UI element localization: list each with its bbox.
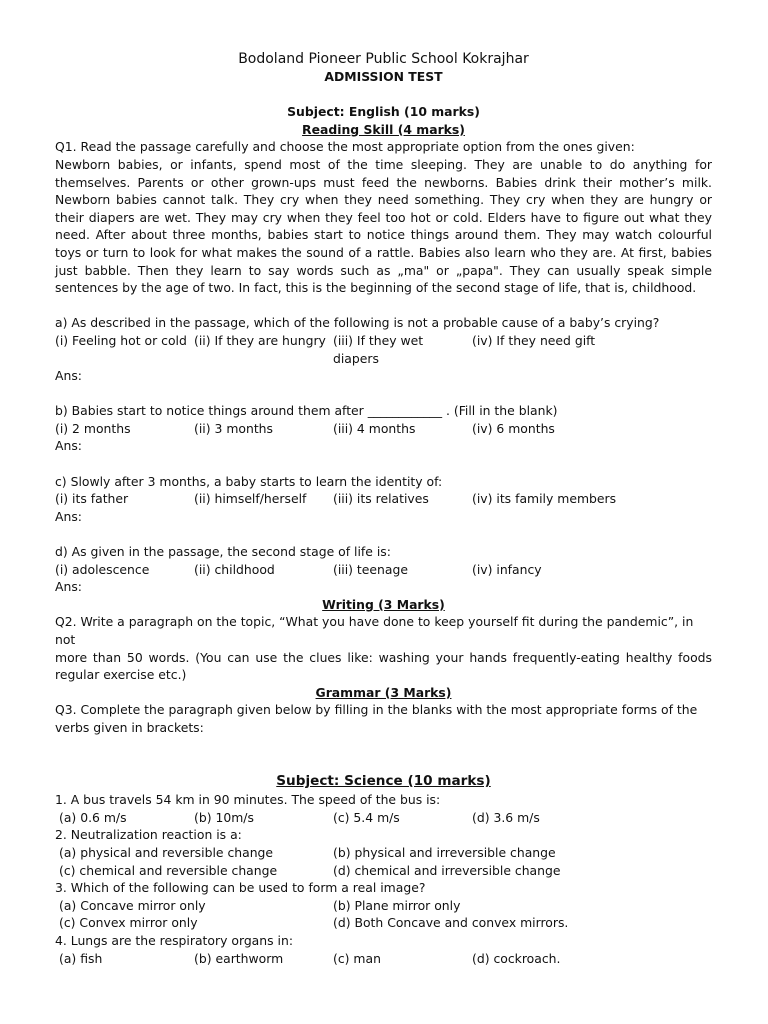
question-c: c) Slowly after 3 months, a baby starts to learn the identity of:: [55, 473, 443, 489]
question-a-options: [55, 332, 712, 367]
science-subject-heading: Subject: Science (10 marks): [276, 773, 491, 790]
option: (iii) If they wet diapers: [333, 332, 424, 366]
option: (i) adolescence: [55, 561, 150, 577]
science-q4-options: [55, 950, 712, 968]
science-q1-options: [55, 809, 712, 827]
question-d-options: [55, 561, 712, 579]
option: (a) fish: [59, 950, 103, 966]
science-q3-options-row-2: [55, 914, 712, 932]
question-b: b) Babies start to notice things around them after ____________ . (Fill in the blank): [55, 403, 558, 419]
option: (c) chemical and reversible change: [59, 862, 278, 878]
option: (a) Concave mirror only: [59, 897, 206, 913]
q3-line-1: Q3. Complete the paragraph given below by filling in the blanks with the most appropriate forms of the: [55, 702, 698, 718]
option: (b) earthworm: [194, 950, 284, 966]
option: (ii) himself/herself: [194, 491, 307, 507]
school-name: Bodoland Pioneer Public School Kokrajhar: [238, 51, 529, 67]
option: (iv) its family members: [472, 491, 617, 507]
science-q4: 4. Lungs are the respiratory organs in:: [55, 932, 293, 948]
option: (i) 2 months: [55, 420, 131, 436]
science-q1: 1. A bus travels 54 km in 90 minutes. The speed of the bus is:: [55, 792, 441, 808]
option: (c) 5.4 m/s: [333, 809, 400, 825]
science-q2-options-row-1: [55, 844, 712, 862]
option: (c) Convex mirror only: [59, 915, 198, 931]
science-q2: 2. Neutralization reaction is a:: [55, 827, 242, 843]
answer-label: Ans:: [55, 579, 82, 595]
option: (c) man: [333, 950, 381, 966]
option: (d) cockroach.: [472, 950, 561, 966]
option: (iv) If they need gift: [472, 332, 596, 348]
option: (d) chemical and irreversible change: [333, 862, 561, 878]
option: (i) its father: [55, 491, 129, 507]
question-a: a) As described in the passage, which of the following is not a probable cause of a baby’s crying?: [55, 315, 660, 331]
option: (iii) teenage: [333, 561, 408, 577]
option: (a) physical and reversible change: [59, 844, 274, 860]
option: (iv) infancy: [472, 561, 542, 577]
option: (ii) 3 months: [194, 420, 273, 436]
question-b-options: [55, 420, 712, 438]
test-title: ADMISSION TEST: [324, 69, 443, 84]
option: (b) 10m/s: [194, 809, 254, 825]
option: (iv) 6 months: [472, 420, 555, 436]
option: (i) Feeling hot or cold: [55, 332, 187, 348]
q2-line-1: Q2. Write a paragraph on the topic, “What you have done to keep yourself fit during the pandemic”, in not: [55, 614, 694, 647]
science-q2-options-row-2: [55, 862, 712, 880]
science-q3-options-row-1: [55, 897, 712, 915]
option: (ii) If they are hungry: [194, 332, 326, 348]
option: (ii) childhood: [194, 561, 275, 577]
q3-line-2: verbs given in brackets:: [55, 719, 204, 735]
option: (a) 0.6 m/s: [59, 809, 127, 825]
reading-passage: Newborn babies, or infants, spend most of the time sleeping. They are unable to do anything for themselves. Parents or other grown-ups must feed the newborns. Babies drink their mother’s milk. Newborn babies cannot talk. They cry when they need something. They cry when they are hungry or their diapers are wet. They may cry when they feel too hot or cold. Elders have to figure out what they need. After about three months, babies start to notice things around them. They may watch colourful toys or turn to look for what makes the sound of a rattle. Babies also learn who they are. At first, babies just babble. Then they learn to say words such as „ma" or „papa". They can usually speak simple sentences by the age of two. In fact, this is the beginning of the second stage of life, that is, childhood.: [55, 156, 712, 296]
option: (d) Both Concave and convex mirrors.: [333, 915, 569, 931]
option: (b) Plane mirror only: [333, 897, 461, 913]
q1-instruction: Q1. Read the passage carefully and choose the most appropriate option from the ones given:: [55, 139, 635, 155]
science-q3: 3. Which of the following can be used to form a real image?: [55, 880, 426, 896]
answer-label: Ans:: [55, 438, 82, 454]
english-subject-heading: Subject: English (10 marks): [287, 104, 480, 120]
question-d: d) As given in the passage, the second stage of life is:: [55, 544, 391, 560]
reading-skill-heading: Reading Skill (4 marks): [302, 121, 465, 137]
option: (b) physical and irreversible change: [333, 844, 556, 860]
option: (iii) its relatives: [333, 491, 429, 507]
q2-rest: more than 50 words. (You can use the clues like: washing your hands frequently-eating healthy foods regular exercise etc.): [55, 649, 712, 683]
question-c-options: [55, 490, 712, 508]
grammar-heading: Grammar (3 Marks): [315, 684, 452, 700]
writing-heading: Writing (3 Marks): [322, 596, 445, 612]
option: (d) 3.6 m/s: [472, 809, 540, 825]
answer-label: Ans:: [55, 508, 82, 524]
answer-label: Ans:: [55, 368, 82, 384]
option: (iii) 4 months: [333, 420, 416, 436]
